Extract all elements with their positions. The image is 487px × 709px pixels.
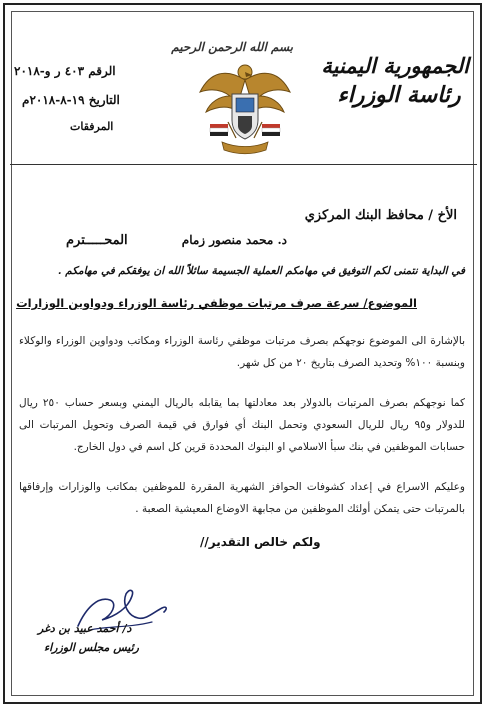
paragraph-1: بالإشارة الى الموضوع نوجهكم بصرف مرتبات موظفي رئاسة الوزراء ومكاتب ودواوين الوزراء والوكلاء وبنسبة ١٠٠% وتحديد الصرف بتاريخ ٢٠ من كل شهر. xyxy=(19,335,465,369)
attachments-label: المرفقات xyxy=(70,120,114,133)
paragraph-2: كما نوجهكم بصرف المرتبات بالدولار بعد معادلتها بما يقابله بالريال اليمني وبسعر حساب ٢٥٠ ريال للدولار و٩٥ ريال للريال السعودي وتحمل البنك أي فوارق في قيمة الصرف وتحويل المرتبات الى حسابات الموظفين في بنك سبأ الاسلامي او البنوك المحددة قرين كل اسم في دول الخارج. xyxy=(19,397,465,453)
addressee-name: د. محمد منصور زمام xyxy=(181,233,287,247)
greeting: في البداية نتمنى لكم التوفيق في مهامكم العملية الجسيمة سائلاً الله ان يوفقكم في مهامكم . xyxy=(57,265,465,277)
addressee-honorific: المحـــــترم xyxy=(66,233,128,248)
header-divider xyxy=(10,164,477,165)
yemen-emblem-icon xyxy=(171,38,294,160)
addressee-title: الأخ / محافظ البنك المركزي xyxy=(304,208,457,223)
signatory-name: د/ أحمد عبيد بن دغر xyxy=(38,622,132,635)
closing-line: ولكم خالص التقدير// xyxy=(200,535,321,549)
letter-date: التاريخ ١٩-٨-٢٠١٨م xyxy=(22,93,120,107)
subject-line: الموضوع/ سرعة صرف مرتبات موظفي رئاسة الوزراء ودواوين الوزارات xyxy=(16,296,417,310)
reference-number: الرقم ٤٠٣ ر و-٢٠١٨ xyxy=(14,64,116,78)
basmala: بسم الله الرحمن الرحيم xyxy=(171,40,293,54)
government-header xyxy=(321,52,469,110)
paragraph-3: وعليكم الاسراع في إعداد كشوفات الحوافز الشهرية المقررة للموظفين بمكاتب والوزارات وإرفاقها بالمرتبات حتى يتمكن أولئك الموظفين من مجابهة الاوضاع المعيشية الصعبة . xyxy=(19,481,465,515)
signatory-title: رئيس مجلس الوزراء xyxy=(44,641,139,654)
republic-name: الجمهورية اليمنية xyxy=(321,53,469,78)
prime-ministry-name: رئاسة الوزراء xyxy=(337,82,461,108)
